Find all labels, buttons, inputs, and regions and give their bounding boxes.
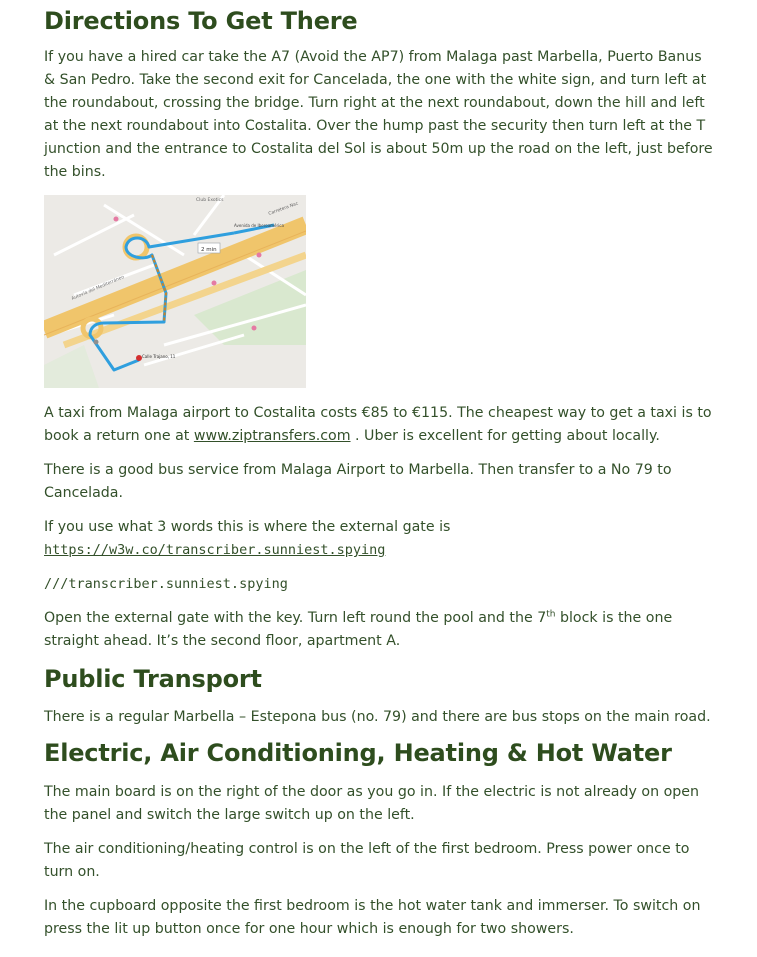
map-label-junction: Avenida de Iberoamérica xyxy=(234,223,284,229)
w3w-code: ///transcriber.sunniest.spying xyxy=(44,576,288,593)
poi-icon xyxy=(252,326,257,331)
map-label-road-left: Autovía del Mediterráneo xyxy=(70,275,126,303)
taxi-text-start: A taxi from Malaga airport to Costalita costs €85 to €115. The cheapest way to get a taxi is to book a return one at xyxy=(44,405,712,445)
route-map[interactable] xyxy=(44,195,306,388)
poi-icon xyxy=(257,253,262,258)
transport-heading: Public Transport xyxy=(44,665,262,694)
electric-heading: Electric, Air Conditioning, Heating & Hot Water xyxy=(44,739,672,768)
map-label-destination: Calle Trajano, 11 xyxy=(142,354,176,360)
electric-paragraph-1: The main board is on the right of the door as you go in. If the electric is not already on open the panel and switch the large switch up on the left. xyxy=(44,783,700,823)
map-label-top: Club Exotics xyxy=(196,198,224,204)
poi-icon xyxy=(94,340,99,345)
ziptransfers-link[interactable]: www.ziptransfers.com xyxy=(193,428,351,445)
directions-heading: Directions To Get There xyxy=(44,7,358,35)
directions-paragraph: If you have a hired car take the A7 (Avoid the AP7) from Malaga past Marbella, Puerto Banus & San Pedro. Take the second exit for Cancelada, the one with the white sign, and turn left at the roundabout, crossing the bridge. Turn right at the next roundabout, down the hill and left at the next roundabout into Costalita. Over the hump past the security then turn left at the T junction and the entrance to Costalita del Sol is about 50m up the road on the left, just before the bins. xyxy=(44,49,713,181)
gate-superscript: th xyxy=(546,609,556,620)
bus-paragraph: There is a good bus service from Malaga Airport to Marbella. Then transfer to a No 79 to Cancelada. xyxy=(44,462,672,502)
w3w-text: If you use what 3 words this is where the external gate is xyxy=(44,519,451,536)
poi-icon xyxy=(114,217,119,222)
gate-text-start: Open the external gate with the key. Turn left round the pool and the 7 xyxy=(44,610,547,627)
transport-paragraph: There is a regular Marbella – Estepona bus (no. 79) and there are bus stops on the main road. xyxy=(44,709,711,726)
w3w-paragraph xyxy=(44,516,713,562)
electric-paragraph-2: The air conditioning/heating control is on the left of the first bedroom. Press power once to turn on. xyxy=(44,840,690,880)
poi-icon xyxy=(212,281,217,286)
gate-text-end: block is the one straight ahead. It’s the second floor, apartment A. xyxy=(44,610,673,650)
map-label-road-right: Carretera Nac xyxy=(267,201,300,218)
gate-paragraph xyxy=(44,607,713,653)
taxi-paragraph xyxy=(44,402,713,448)
w3w-link[interactable]: https://w3w.co/transcriber.sunniest.spying xyxy=(44,542,386,559)
duration-label: 2 min xyxy=(201,247,217,254)
taxi-text-end: . Uber is excellent for getting about locally. xyxy=(350,428,660,445)
electric-paragraph-3: In the cupboard opposite the first bedroom is the hot water tank and immerser. To switch on press the lit up button once for one hour which is enough for two showers. xyxy=(44,897,701,937)
